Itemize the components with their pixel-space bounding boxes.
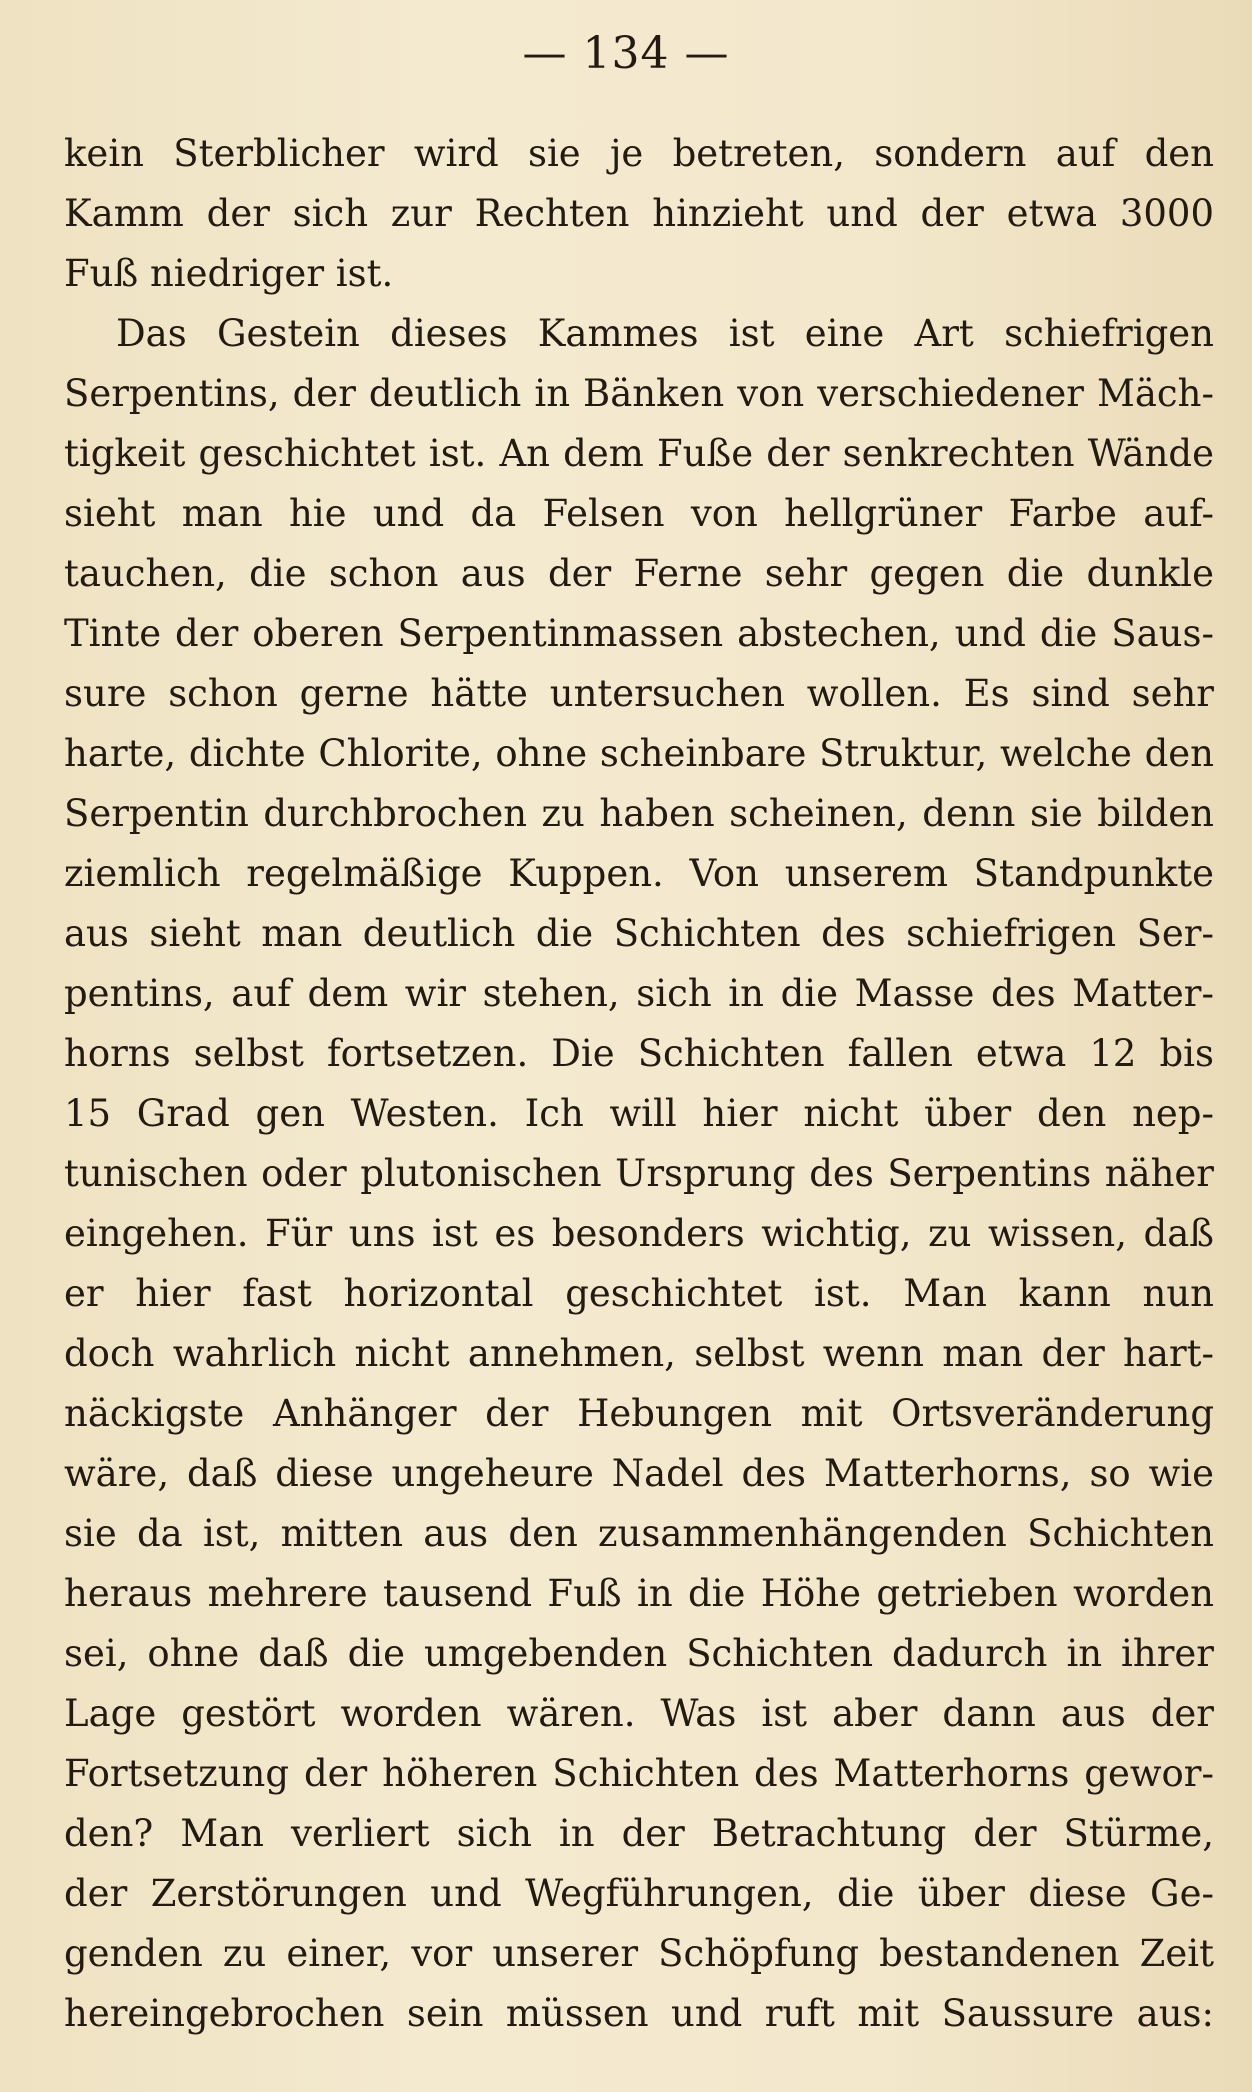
text-line: harte, dichte Chlorite, ohne scheinbare Struktur, welche den — [64, 732, 1214, 775]
text-line: doch wahrlich nicht annehmen, selbst wenn man der hart- — [64, 1332, 1214, 1375]
page-number: — 134 — — [522, 28, 730, 79]
text-line: sieht man hie und da Felsen von hellgrüner Farbe auf- — [64, 492, 1214, 535]
text-line: pentins, auf dem wir stehen, sich in die Masse des Matter- — [64, 972, 1214, 1015]
text-line: Fuß niedriger ist. — [64, 252, 394, 295]
text-line: tigkeit geschichtet ist. An dem Fuße der senkrechten Wände — [64, 432, 1214, 475]
text-line: Serpentin durchbrochen zu haben scheinen, denn sie bilden — [64, 792, 1214, 835]
body-text — [64, 124, 1214, 2044]
text-line: Tinte der oberen Serpentinmassen abstechen, und die Saus- — [64, 612, 1214, 655]
text-line: sie da ist, mitten aus den zusammenhängenden Schichten — [64, 1512, 1214, 1555]
text-line: Serpentins, der deutlich in Bänken von verschiedener Mäch- — [64, 372, 1214, 415]
text-line: Lage gestört worden wären. Was ist aber dann aus der — [64, 1692, 1214, 1735]
text-line: Das Gestein dieses Kammes ist eine Art schiefrigen — [116, 312, 1214, 355]
text-line: eingehen. Für uns ist es besonders wichtig, zu wissen, daß — [64, 1212, 1214, 1255]
text-line: hereingebrochen sein müssen und ruft mit Saussure aus: — [64, 1992, 1214, 2035]
text-line: heraus mehrere tausend Fuß in die Höhe getrieben worden — [64, 1572, 1214, 1615]
text-line: kein Sterblicher wird sie je betreten, sondern auf den — [64, 132, 1214, 175]
text-line: tauchen, die schon aus der Ferne sehr gegen die dunkle — [64, 552, 1214, 595]
text-line: näckigste Anhänger der Hebungen mit Ortsveränderung — [64, 1392, 1214, 1435]
text-line: wäre, daß diese ungeheure Nadel des Matterhorns, so wie — [64, 1452, 1214, 1495]
text-line: den? Man verliert sich in der Betrachtung der Stürme, — [64, 1812, 1214, 1855]
text-line: genden zu einer, vor unserer Schöpfung bestandenen Zeit — [64, 1932, 1214, 1975]
text-line: tunischen oder plutonischen Ursprung des Serpentins näher — [64, 1152, 1214, 1195]
text-line: sei, ohne daß die umgebenden Schichten dadurch in ihrer — [64, 1632, 1214, 1675]
text-line: Fortsetzung der höheren Schichten des Matterhorns gewor- — [64, 1752, 1214, 1795]
text-line: ziemlich regelmäßige Kuppen. Von unserem Standpunkte — [64, 852, 1214, 895]
text-line: horns selbst fortsetzen. Die Schichten fallen etwa 12 bis — [64, 1032, 1214, 1075]
text-line: er hier fast horizontal geschichtet ist. Man kann nun — [64, 1272, 1214, 1315]
text-line: sure schon gerne hätte untersuchen wollen. Es sind sehr — [64, 672, 1214, 715]
text-line: Kamm der sich zur Rechten hinzieht und der etwa 3000 — [64, 192, 1214, 235]
text-line: der Zerstörungen und Wegführungen, die über diese Ge- — [64, 1872, 1214, 1915]
text-line: 15 Grad gen Westen. Ich will hier nicht über den nep- — [64, 1092, 1214, 1135]
text-line: aus sieht man deutlich die Schichten des schiefrigen Ser- — [64, 912, 1214, 955]
